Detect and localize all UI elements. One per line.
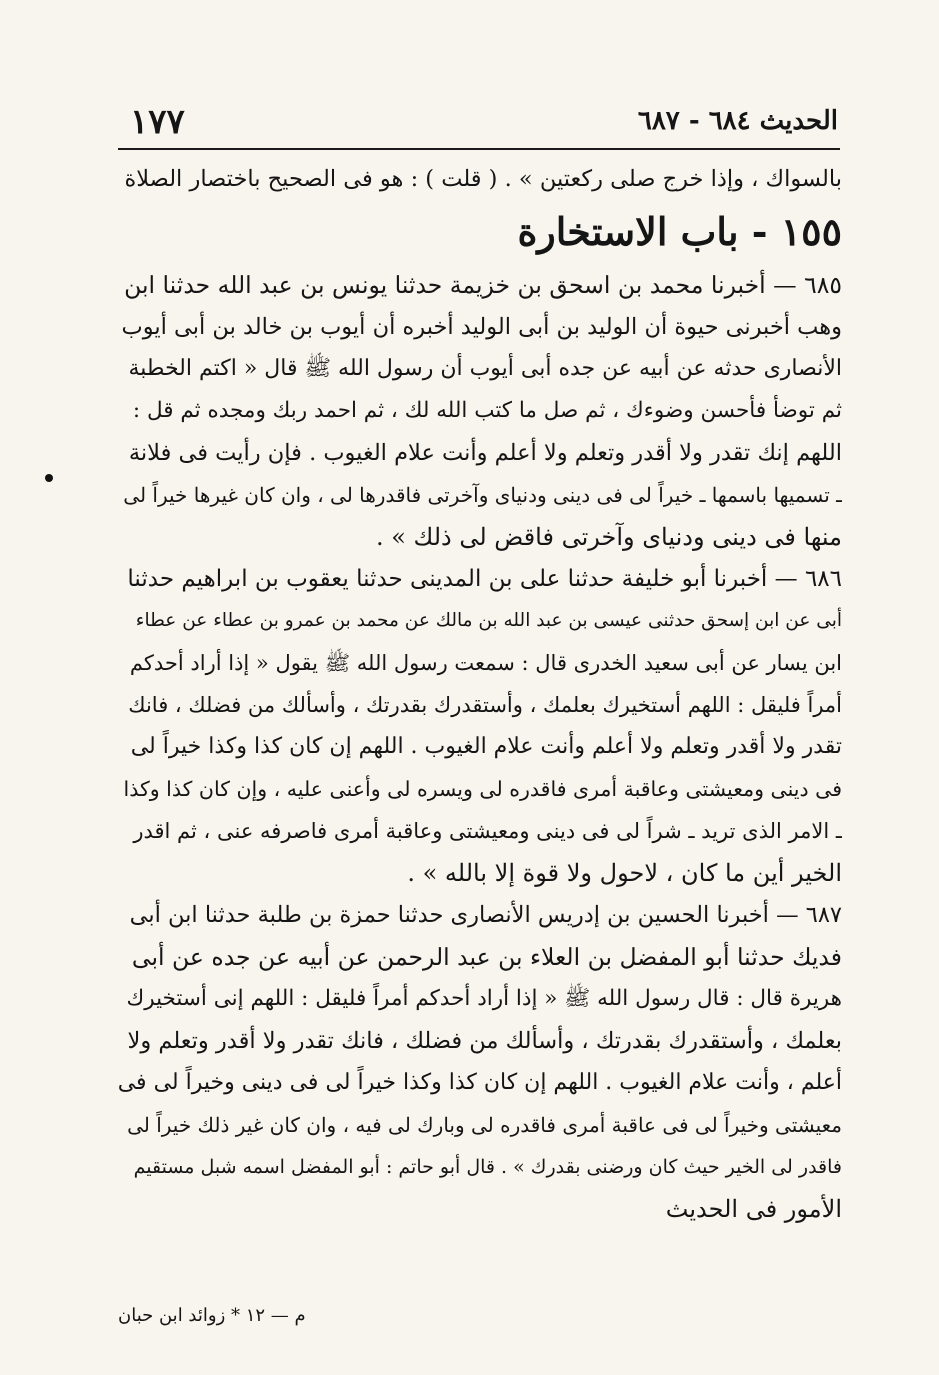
hadith-687-line: هريرة قال : قال رسول الله ﷺ « إذا أراد أحدكم أمراً فليقل : اللهم إنى أستخيرك [126, 986, 842, 1011]
hadith-686-line: ـ الامر الذى تريد ـ شراً لى فى دينى ومعيشتى وعاقبة أمرى فاصرفه عنى ، ثم اقدر [133, 819, 842, 843]
hadith-686-line: أبى عن ابن إسحق حدثنى عيسى بن عبد الله بن مالك عن محمد بن عمرو بن عطاء عن عطاء [135, 610, 842, 631]
page-body [118, 158, 842, 1230]
hadith-687-line: أعلم ، وأنت علام الغيوب . اللهم إن كان كذا وكذا خيراً لى فى دينى وخيراً لى فى [118, 1070, 842, 1095]
hadith-685-line: اللهم إنك تقدر ولا أقدر وتعلم ولا أعلم وأنت علام الغيوب . فإن رأيت فى فلانة [128, 440, 842, 466]
hadith-686-line: فى دينى ومعيشتى وعاقبة أمرى فاقدره لى ويسره لى وأعنى عليه ، وإن كان كذا وكذا [123, 777, 842, 801]
chapter-heading: ١٥٥ - باب الاستخارة [517, 209, 842, 254]
hadith-687 [118, 894, 842, 1230]
hadith-687-line: معيشتى وخيراً لى فى عاقبة أمرى فاقدره لى وبارك لى فيه ، وان كان غير ذلك خيراً لى [127, 1113, 842, 1137]
hadith-685-line: وهب أخبرنى حيوة أن الوليد بن أبى الوليد أخبره أن أيوب بن خالد بن أبى أيوب [121, 314, 842, 340]
hadith-686-line: تقدر ولا أقدر وتعلم ولا أعلم وأنت علام الغيوب . اللهم إن كان كذا وكذا خيراً لى [130, 734, 842, 759]
hadith-687-line: فاقدر لى الخير حيث كان ورضنى بقدرك » . قال أبو حاتم : أبو المفضل اسمه شبل مستقيم [133, 1156, 842, 1178]
hadith-686-line: الخير أين ما كان ، لاحول ولا قوة إلا بالله » . [407, 859, 842, 887]
page-footer: م — ١٢ * زوائد ابن حبان [118, 1305, 306, 1326]
hadith-687-line: بعلمك ، وأستقدرك بقدرتك ، وأسألك من فضلك ، فانك تقدر ولا أقدر وتعلم ولا [127, 1028, 842, 1054]
hadith-685-line: منها فى دينى ودنياى وآخرتى فاقض لى ذلك » . [375, 523, 842, 551]
hadith-687-line: فديك حدثنا أبو المفضل بن العلاء بن عبد الرحمن عن أبيه عن جده عن أبى [131, 943, 842, 971]
hadith-685-line: الأنصارى حدثه عن أبيه عن جده أبى أيوب أن رسول الله ﷺ قال « اكتم الخطبة [128, 356, 842, 381]
hadith-686-line: أمراً فليقل : اللهم أستخيرك بعلمك ، وأستقدرك بقدرتك ، وأسألك من فضلك ، فانك [128, 693, 842, 717]
hadith-685-line: ـ تسميها باسمها ـ خيراً لى فى دينى ودنياى وآخرتى فاقدرها لى ، وان كان غيرها خيراً لى [123, 483, 842, 507]
page-number: ١٧٧ [130, 102, 185, 142]
page-header [118, 100, 838, 142]
margin-dot [45, 474, 53, 482]
hadith-687-line: الأمور فى الحديث [665, 1195, 842, 1223]
running-title: الحديث ٦٨٤ - ٦٨٧ [637, 106, 838, 136]
hadith-686-line: ابن يسار عن أبى سعيد الخدرى قال : سمعت رسول الله ﷺ يقول « إذا أراد أحدكم [129, 651, 842, 675]
header-rule [118, 148, 840, 150]
hadith-686-line: ٦٨٦ — أخبرنا أبو خليفة حدثنا على بن المدينى حدثنا يعقوب بن ابراهيم حدثنا [127, 566, 842, 592]
hadith-687-line: ٦٨٧ — أخبرنا الحسين بن إدريس الأنصارى حدثنا حمزة بن طلبة حدثنا ابن أبى [129, 902, 842, 928]
hadith-685-line: ثم توضأ فأحسن وضوءك ، ثم صل ما كتب الله لك ، ثم احمد ربك ومجده ثم قل : [132, 398, 842, 423]
hadith-685-line: ٦٨٥ — أخبرنا محمد بن اسحق بن خزيمة حدثنا يونس بن عبد الله حدثنا ابن [124, 271, 842, 299]
intro-line: بالسواك ، وإذا خرج صلى ركعتين » . ( قلت ) : هو فى الصحيح باختصار الصلاة [124, 166, 842, 192]
hadith-685 [118, 264, 842, 558]
hadith-686 [118, 558, 842, 894]
